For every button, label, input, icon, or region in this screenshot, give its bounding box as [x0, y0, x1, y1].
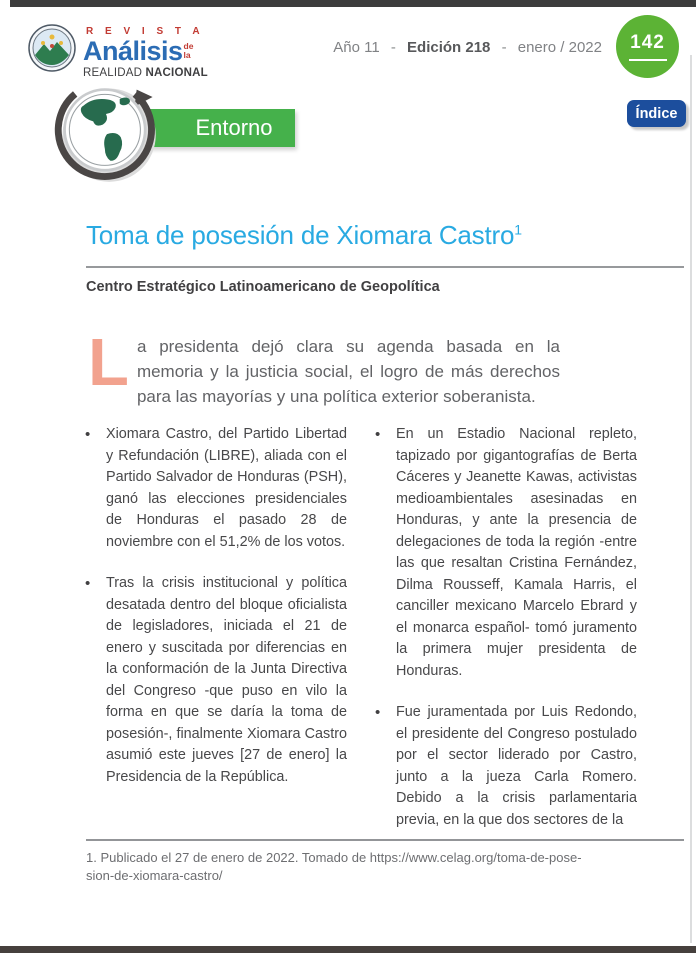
article-title-text: Toma de posesión de Xiomara Castro: [86, 220, 515, 250]
university-emblem-icon: [28, 24, 76, 72]
brand-realidad: REALIDAD: [83, 67, 143, 79]
list-item: [85, 424, 347, 553]
drop-cap: L: [88, 325, 129, 400]
brand-nacional: NACIONAL: [145, 67, 208, 79]
brand-de-la: [184, 42, 194, 60]
bottom-bar: [0, 946, 696, 953]
bullet-marker: •: [375, 426, 381, 443]
brand-analisis: Análisis: [83, 36, 183, 66]
page-number-underline: [629, 59, 667, 61]
footnote-line: sion-de-xiomara-castro/: [86, 867, 223, 883]
brand-wordmark: [83, 24, 213, 79]
list-item: [375, 702, 637, 831]
list-item: [85, 573, 347, 788]
brand-la: la: [183, 49, 191, 60]
list-item-text: Xiomara Castro, del Partido Libertad y Refundación (LIBRE), aliada con el Partido Salvador de Honduras (PSH), ganó las elecciones presidenciales de Honduras el pasado 28 de noviembre con el 51,2% de los votos.: [106, 426, 347, 550]
title-divider: [86, 266, 684, 268]
page-edge-line: [690, 55, 692, 943]
globe-icon: [54, 79, 160, 185]
issue-edition: Edición 218: [407, 39, 491, 56]
footnote: [86, 849, 666, 884]
brand-revista: R E V I S T A: [86, 26, 205, 37]
section-banner: [143, 109, 295, 147]
issue-date: enero / 2022: [517, 39, 602, 56]
top-bar: [10, 0, 696, 7]
issue-info: [300, 39, 602, 56]
bullet-marker: •: [85, 426, 91, 443]
section-banner-label: Entorno: [195, 115, 273, 140]
right-column: [375, 424, 637, 851]
lead-text: a presidenta dejó clara su agenda basada en la memoria y la justicia social, el logro de más derechos para las mayorías y una política exterior soberanista.: [136, 337, 560, 406]
article-byline: Centro Estratégico Latinoamericano de Geopolítica: [86, 279, 440, 295]
lead-paragraph: [88, 325, 560, 409]
list-item-text: En un Estadio Nacional repleto, tapizado por gigantografías de Berta Cáceres y Jeanette Kawas, activistas medioambientales asesinadas en Honduras, y ante la presencia de delegaciones de toda la región -entre las que resaltan Cristina Fernández, Dilma Rousseff, Kamala Harris, el canciller mexicano Marcelo Ebrard y el monarca español- tomó juramento la primera mujer presidenta de Honduras.: [396, 426, 637, 679]
list-item: [375, 424, 637, 682]
list-item-text: Tras la crisis institucional y política desatada dentro del bloque oficialista de legisladores, iniciada el 21 de enero y suscitada por diferencias en la conformación de la Junta Directiva del Congreso -que puso en vilo la forma en que se daría la toma de posesión-, finalmente Xiomara Castro asumió este jueves [27 de enero] la Presidencia de la República.: [106, 575, 347, 785]
footnote-divider: [86, 839, 684, 841]
article-title: [86, 220, 522, 251]
footnote-line: 1. Publicado el 27 de enero de 2022. Tomado de https://www.celag.org/toma-de-pose-: [86, 850, 582, 865]
page-number-badge: [616, 15, 679, 78]
separator-dash: -: [390, 39, 396, 56]
page-number: 142: [630, 32, 665, 53]
bullet-marker: •: [375, 704, 381, 721]
index-button[interactable]: Índice: [627, 100, 686, 127]
left-column: [85, 424, 347, 851]
bullet-marker: •: [85, 575, 91, 592]
separator-dash: -: [501, 39, 507, 56]
two-column-body: [85, 424, 637, 851]
issue-year: Año 11: [333, 39, 380, 56]
list-item-text: Fue juramentada por Luis Redondo, el presidente del Congreso postulado por el sector liderado por Castro, junto a la jueza Carla Romero. Debido a la crisis parlamentaria previa, en la que dos sectores de la: [396, 704, 637, 828]
journal-logo: [28, 24, 213, 79]
brand-realidad-nacional: [83, 67, 213, 79]
brand-de: de: [183, 41, 194, 51]
footnote-reference: 1: [514, 221, 522, 238]
